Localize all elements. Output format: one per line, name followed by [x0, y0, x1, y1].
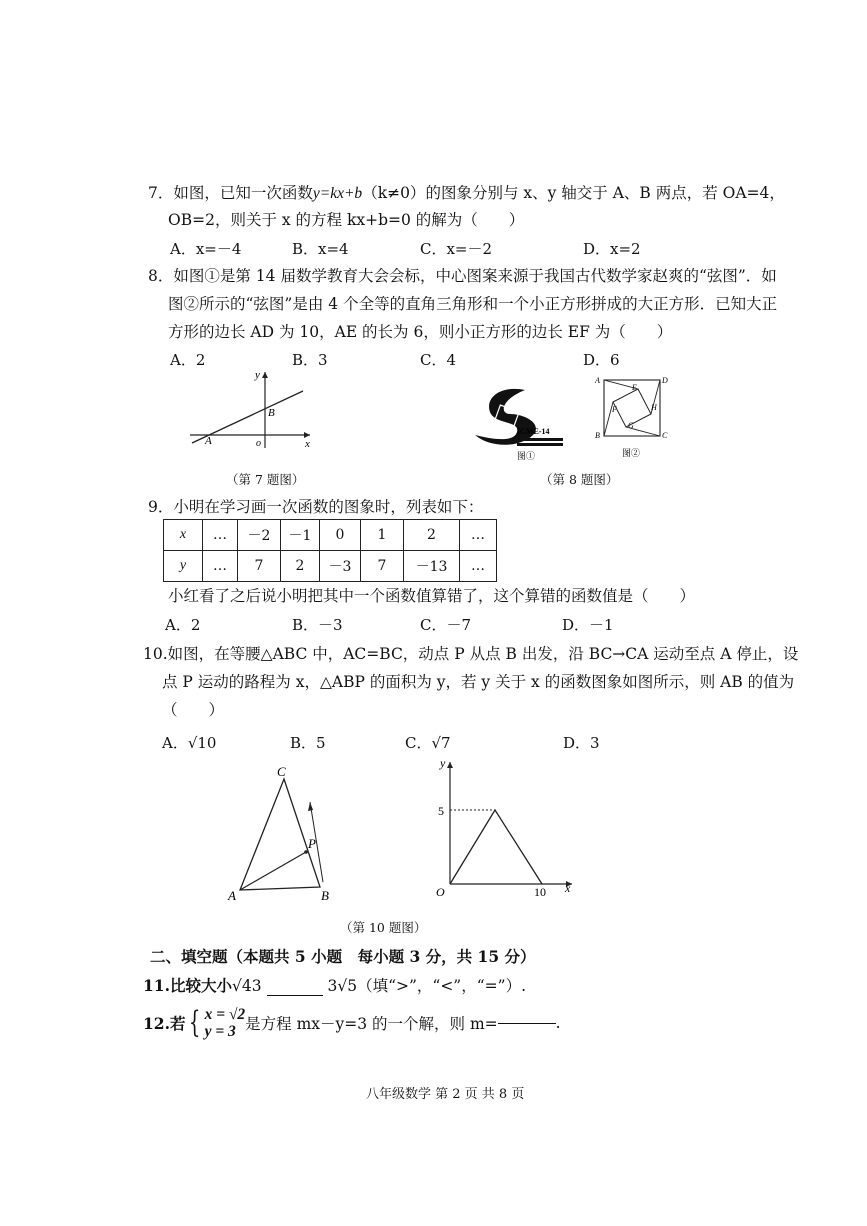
brace-icon: {: [189, 1005, 201, 1040]
q8-label-a: A: [595, 376, 600, 385]
table-cell: 2: [404, 520, 460, 551]
q7-option-d: D．x=2: [583, 240, 641, 258]
q10-peak-label: 5: [438, 804, 444, 818]
table-cell: 7: [238, 551, 281, 582]
table-cell: …: [460, 520, 497, 551]
q10-option-b: B．5: [290, 734, 326, 752]
q10-line1: 10.如图，在等腰△ABC 中，AC=BC，动点 P 从点 B 出发，沿 BC→CA 运动至点 A 停止，设: [143, 645, 799, 663]
q8-figure-caption: （第 8 题图）: [540, 472, 619, 487]
q10-figure-caption: （第 10 题图）: [340, 920, 427, 935]
q9-option-d: D．－1: [562, 616, 614, 634]
q7-figure: [185, 368, 320, 450]
q7-y-label: y: [255, 369, 260, 381]
q10-line3: （ ）: [162, 701, 225, 719]
q7-point-a-label: A: [205, 435, 212, 447]
q8-label-d: D: [662, 376, 668, 385]
q10-option-c: C．√7: [405, 734, 451, 752]
table-cell: …: [203, 551, 238, 582]
q7-point-b-label: B: [268, 407, 275, 419]
q10-triangle-figure: [222, 762, 342, 907]
q9-x-row: [164, 520, 497, 551]
q12-system: x = √2 y = 3: [204, 1006, 246, 1040]
tri-label-p: P: [308, 836, 316, 851]
q7-figure-caption: （第 7 题图）: [226, 472, 305, 487]
q8-label-g: G: [628, 421, 634, 430]
q9-option-b: B．－3: [292, 616, 343, 634]
q8-label-b: B: [595, 431, 600, 440]
q9-y-row: [164, 551, 497, 582]
q11-answer-blank[interactable]: [267, 995, 323, 996]
table-cell: …: [460, 551, 497, 582]
zhao-shuang-logo-icon: [475, 389, 536, 445]
q8-square-figure: [594, 372, 674, 462]
q7-option-c: C．x=－2: [420, 240, 493, 258]
q8-label-h: H: [651, 403, 657, 412]
q10-origin-label: O: [436, 885, 445, 899]
q8-option-a: A．2: [170, 351, 206, 369]
q7-x-label: x: [305, 438, 310, 450]
q9-table: [163, 519, 497, 582]
q12-answer-blank[interactable]: [498, 1023, 556, 1024]
q8-line2: 图②所示的“弦图”是由 4 个全等的直角三角形和一个小正方形拼成的大正方形．已知大正: [168, 295, 778, 313]
q12-line: 12.若 { x = √2 y = 3 是方程 mx－y=3 的一个解，则 m= .: [143, 1005, 561, 1040]
table-cell: 7: [361, 551, 404, 582]
q8-option-b: B．3: [292, 351, 328, 369]
page-footer: 八年级数学 第 2 页 共 8 页: [366, 1087, 525, 1102]
table-cell: x: [164, 520, 203, 551]
tri-label-a: A: [228, 888, 236, 903]
q8-line3: 方形的边长 AD 为 10，AE 的长为 6，则小正方形的边长 EF 为（ ）: [168, 323, 673, 341]
q7-origin-label: o: [256, 438, 261, 449]
q10-function-graph: [450, 810, 542, 884]
q8-line1: 8．如图①是第 14 届数学教育大会会标，中心图案来源于我国古代数学家赵爽的“弦图”．如: [148, 267, 777, 285]
q8-logo-figure: [465, 380, 585, 460]
table-cell: y: [164, 551, 203, 582]
q10-line2: 点 P 运动的路程为 x，△ABP 的面积为 y，若 y 关于 x 的函数图象如图所示，则 AB 的值为: [162, 673, 795, 691]
table-cell: －2: [238, 520, 281, 551]
tri-label-b: B: [321, 888, 329, 903]
tri-label-c: C: [277, 764, 286, 779]
segment-ap: [240, 852, 306, 890]
q9-line2: 小红看了之后说小明把其中一个函数值算错了，这个算错的函数值是（ ）: [168, 587, 696, 605]
q10-y-label: y: [440, 756, 446, 770]
q8-option-c: C．4: [420, 351, 457, 369]
table-cell: 2: [281, 551, 320, 582]
q11-line: 11.比较大小√43 3√5（填“>”，“<”，“=”）.: [143, 976, 526, 995]
q10-graph-figure: [430, 756, 580, 901]
q10-option-d: D．3: [563, 734, 600, 752]
table-cell: …: [203, 520, 238, 551]
table-cell: －1: [281, 520, 320, 551]
q7-option-b: B．x=4: [292, 240, 349, 258]
q7-line2: OB=2，则关于 x 的方程 kx+b=0 的解为（ ）: [168, 211, 525, 229]
fig1-label: 图①: [517, 451, 536, 460]
fig2-label: 图②: [622, 448, 641, 458]
q8-label-f: F: [612, 405, 617, 414]
table-cell: －3: [320, 551, 361, 582]
q9-option-a: A．2: [165, 616, 201, 634]
q9-option-c: C．－7: [420, 616, 472, 634]
triangle-abc: [240, 779, 320, 890]
table-cell: 0: [320, 520, 361, 551]
q8-label-c: C: [662, 431, 668, 440]
q9-line1: 9．小明在学习画一次函数的图象时，列表如下：: [148, 498, 484, 516]
q8-label-e: E: [632, 383, 637, 392]
table-cell: －13: [404, 551, 460, 582]
q10-x-label: x: [565, 881, 571, 895]
q7-option-a: A．x=－4: [170, 240, 242, 258]
q7-line1: 7．如图，已知一次函数y=kx+b（k≠0）的图象分别与 x、y 轴交于 A、B 两点，若 OA=4，: [148, 184, 785, 202]
q8-option-d: D．6: [583, 351, 620, 369]
logo-text: ICME-14: [517, 427, 550, 436]
table-cell: 1: [361, 520, 404, 551]
section-heading: 二、填空题（本题共 5 小题 每小题 3 分，共 15 分）: [150, 947, 536, 966]
q10-end-label: 10: [534, 885, 546, 899]
q10-option-a: A．√10: [162, 734, 217, 752]
